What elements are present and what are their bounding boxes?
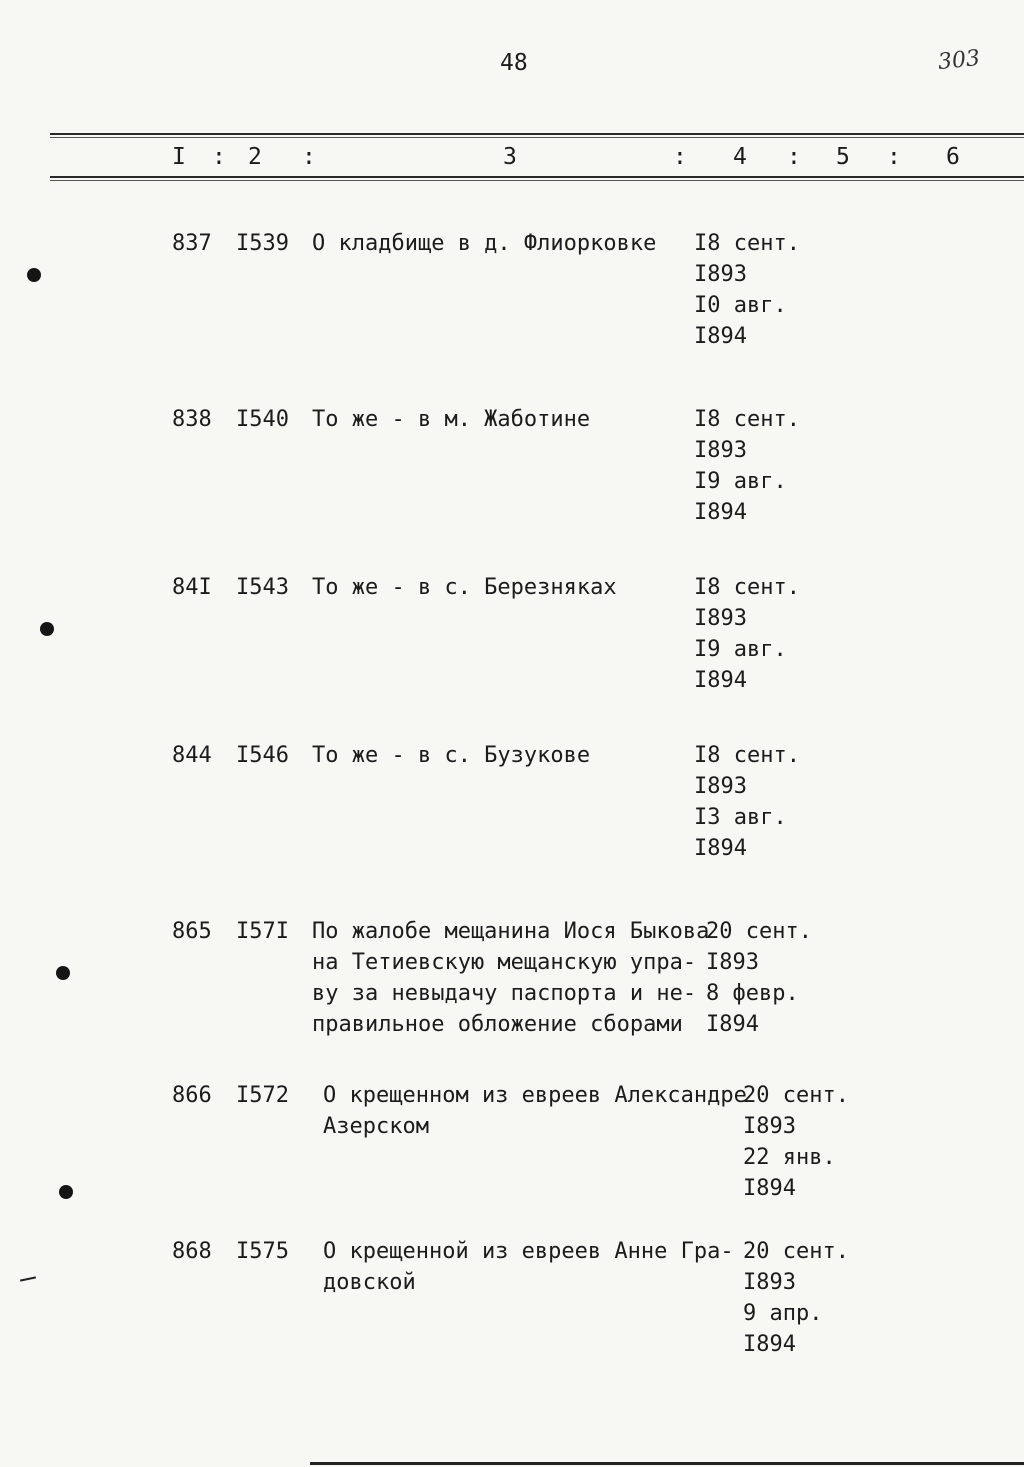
record-title-line: По жалобе мещанина Иося Быкова	[312, 919, 710, 944]
archive-page-number: 303	[936, 45, 982, 76]
record-date-line: 20 сент.	[743, 1239, 849, 1264]
record-number: 865	[172, 919, 212, 944]
record-title-line: То же - в с. Бузукове	[312, 743, 591, 768]
column-separator: :	[212, 144, 226, 170]
record-date-line: I894	[743, 1176, 796, 1201]
record-title-line: правильное обложение сборами	[312, 1012, 683, 1037]
record-date-line: I9 авг.	[694, 469, 787, 494]
column-header-6: 6	[946, 144, 960, 170]
record-title-line: на Тетиевскую мещанскую упра-	[312, 950, 697, 975]
header-top-rule	[50, 133, 1024, 135]
case-number: I540	[236, 407, 289, 432]
column-header-5: 5	[836, 144, 850, 170]
record-number: 837	[172, 231, 212, 256]
record-number: 844	[172, 743, 212, 768]
record-date-line: 9 апр.	[743, 1301, 823, 1326]
record-date-line: I894	[694, 324, 747, 349]
margin-dash-mark	[20, 1276, 36, 1281]
record-number: 838	[172, 407, 212, 432]
record-date-line: I894	[694, 836, 747, 861]
column-header-4: 4	[733, 144, 747, 170]
record-date-line: I893	[706, 950, 759, 975]
record-date-line: 20 сент.	[743, 1083, 849, 1108]
record-date-line: I893	[694, 262, 747, 287]
record-date-line: 22 янв.	[743, 1145, 836, 1170]
record-date-line: I893	[743, 1270, 796, 1295]
case-number: I575	[236, 1239, 289, 1264]
record-title-line: Азерском	[323, 1114, 429, 1139]
case-number: I543	[236, 575, 289, 600]
punch-hole-mark	[27, 268, 41, 282]
record-date-line: I8 сент.	[694, 743, 800, 768]
punch-hole-mark	[56, 966, 70, 980]
case-number: I57I	[236, 919, 289, 944]
record-title-line: О кладбище в д. Флиорковке	[312, 231, 657, 256]
column-header-2: 2	[248, 144, 262, 170]
record-date-line: I894	[743, 1332, 796, 1357]
column-separator: :	[787, 144, 801, 170]
record-date-line: I9 авг.	[694, 637, 787, 662]
case-number: I572	[236, 1083, 289, 1108]
record-date-line: I8 сент.	[694, 231, 800, 256]
record-number: 868	[172, 1239, 212, 1264]
record-date-line: I894	[694, 500, 747, 525]
record-title-line: О крещенной из евреев Анне Гра-	[323, 1239, 734, 1264]
record-date-line: I893	[694, 774, 747, 799]
record-number: 84I	[172, 575, 212, 600]
record-title-line: ву за невыдачу паспорта и не-	[312, 981, 697, 1006]
record-title-line: довской	[323, 1270, 416, 1295]
punch-hole-mark	[59, 1185, 73, 1199]
record-date-line: I3 авг.	[694, 805, 787, 830]
record-date-line: I893	[694, 606, 747, 631]
record-date-line: I8 сент.	[694, 407, 800, 432]
column-header-3: 3	[503, 144, 517, 170]
record-title-line: То же - в с. Березняках	[312, 575, 617, 600]
header-top-rule-thin	[50, 137, 1024, 138]
record-date-line: I894	[694, 668, 747, 693]
record-date-line: 20 сент.	[706, 919, 812, 944]
case-number: I539	[236, 231, 289, 256]
record-date-line: I893	[743, 1114, 796, 1139]
page-number: 48	[500, 50, 528, 76]
record-date-line: I0 авг.	[694, 293, 787, 318]
punch-hole-mark	[40, 622, 54, 636]
record-date-line: I894	[706, 1012, 759, 1037]
record-title-line: То же - в м. Жаботине	[312, 407, 591, 432]
column-header-1: I	[172, 144, 186, 170]
header-bottom-rule-thin	[50, 180, 1024, 181]
record-date-line: I8 сент.	[694, 575, 800, 600]
column-separator: :	[887, 144, 901, 170]
record-number: 866	[172, 1083, 212, 1108]
case-number: I546	[236, 743, 289, 768]
column-separator: :	[673, 144, 687, 170]
record-date-line: I893	[694, 438, 747, 463]
bottom-rule	[310, 1462, 1024, 1465]
record-title-line: О крещенном из евреев Александре	[323, 1083, 747, 1108]
record-date-line: 8 февр.	[706, 981, 799, 1006]
column-separator: :	[302, 144, 316, 170]
header-bottom-rule	[50, 176, 1024, 178]
